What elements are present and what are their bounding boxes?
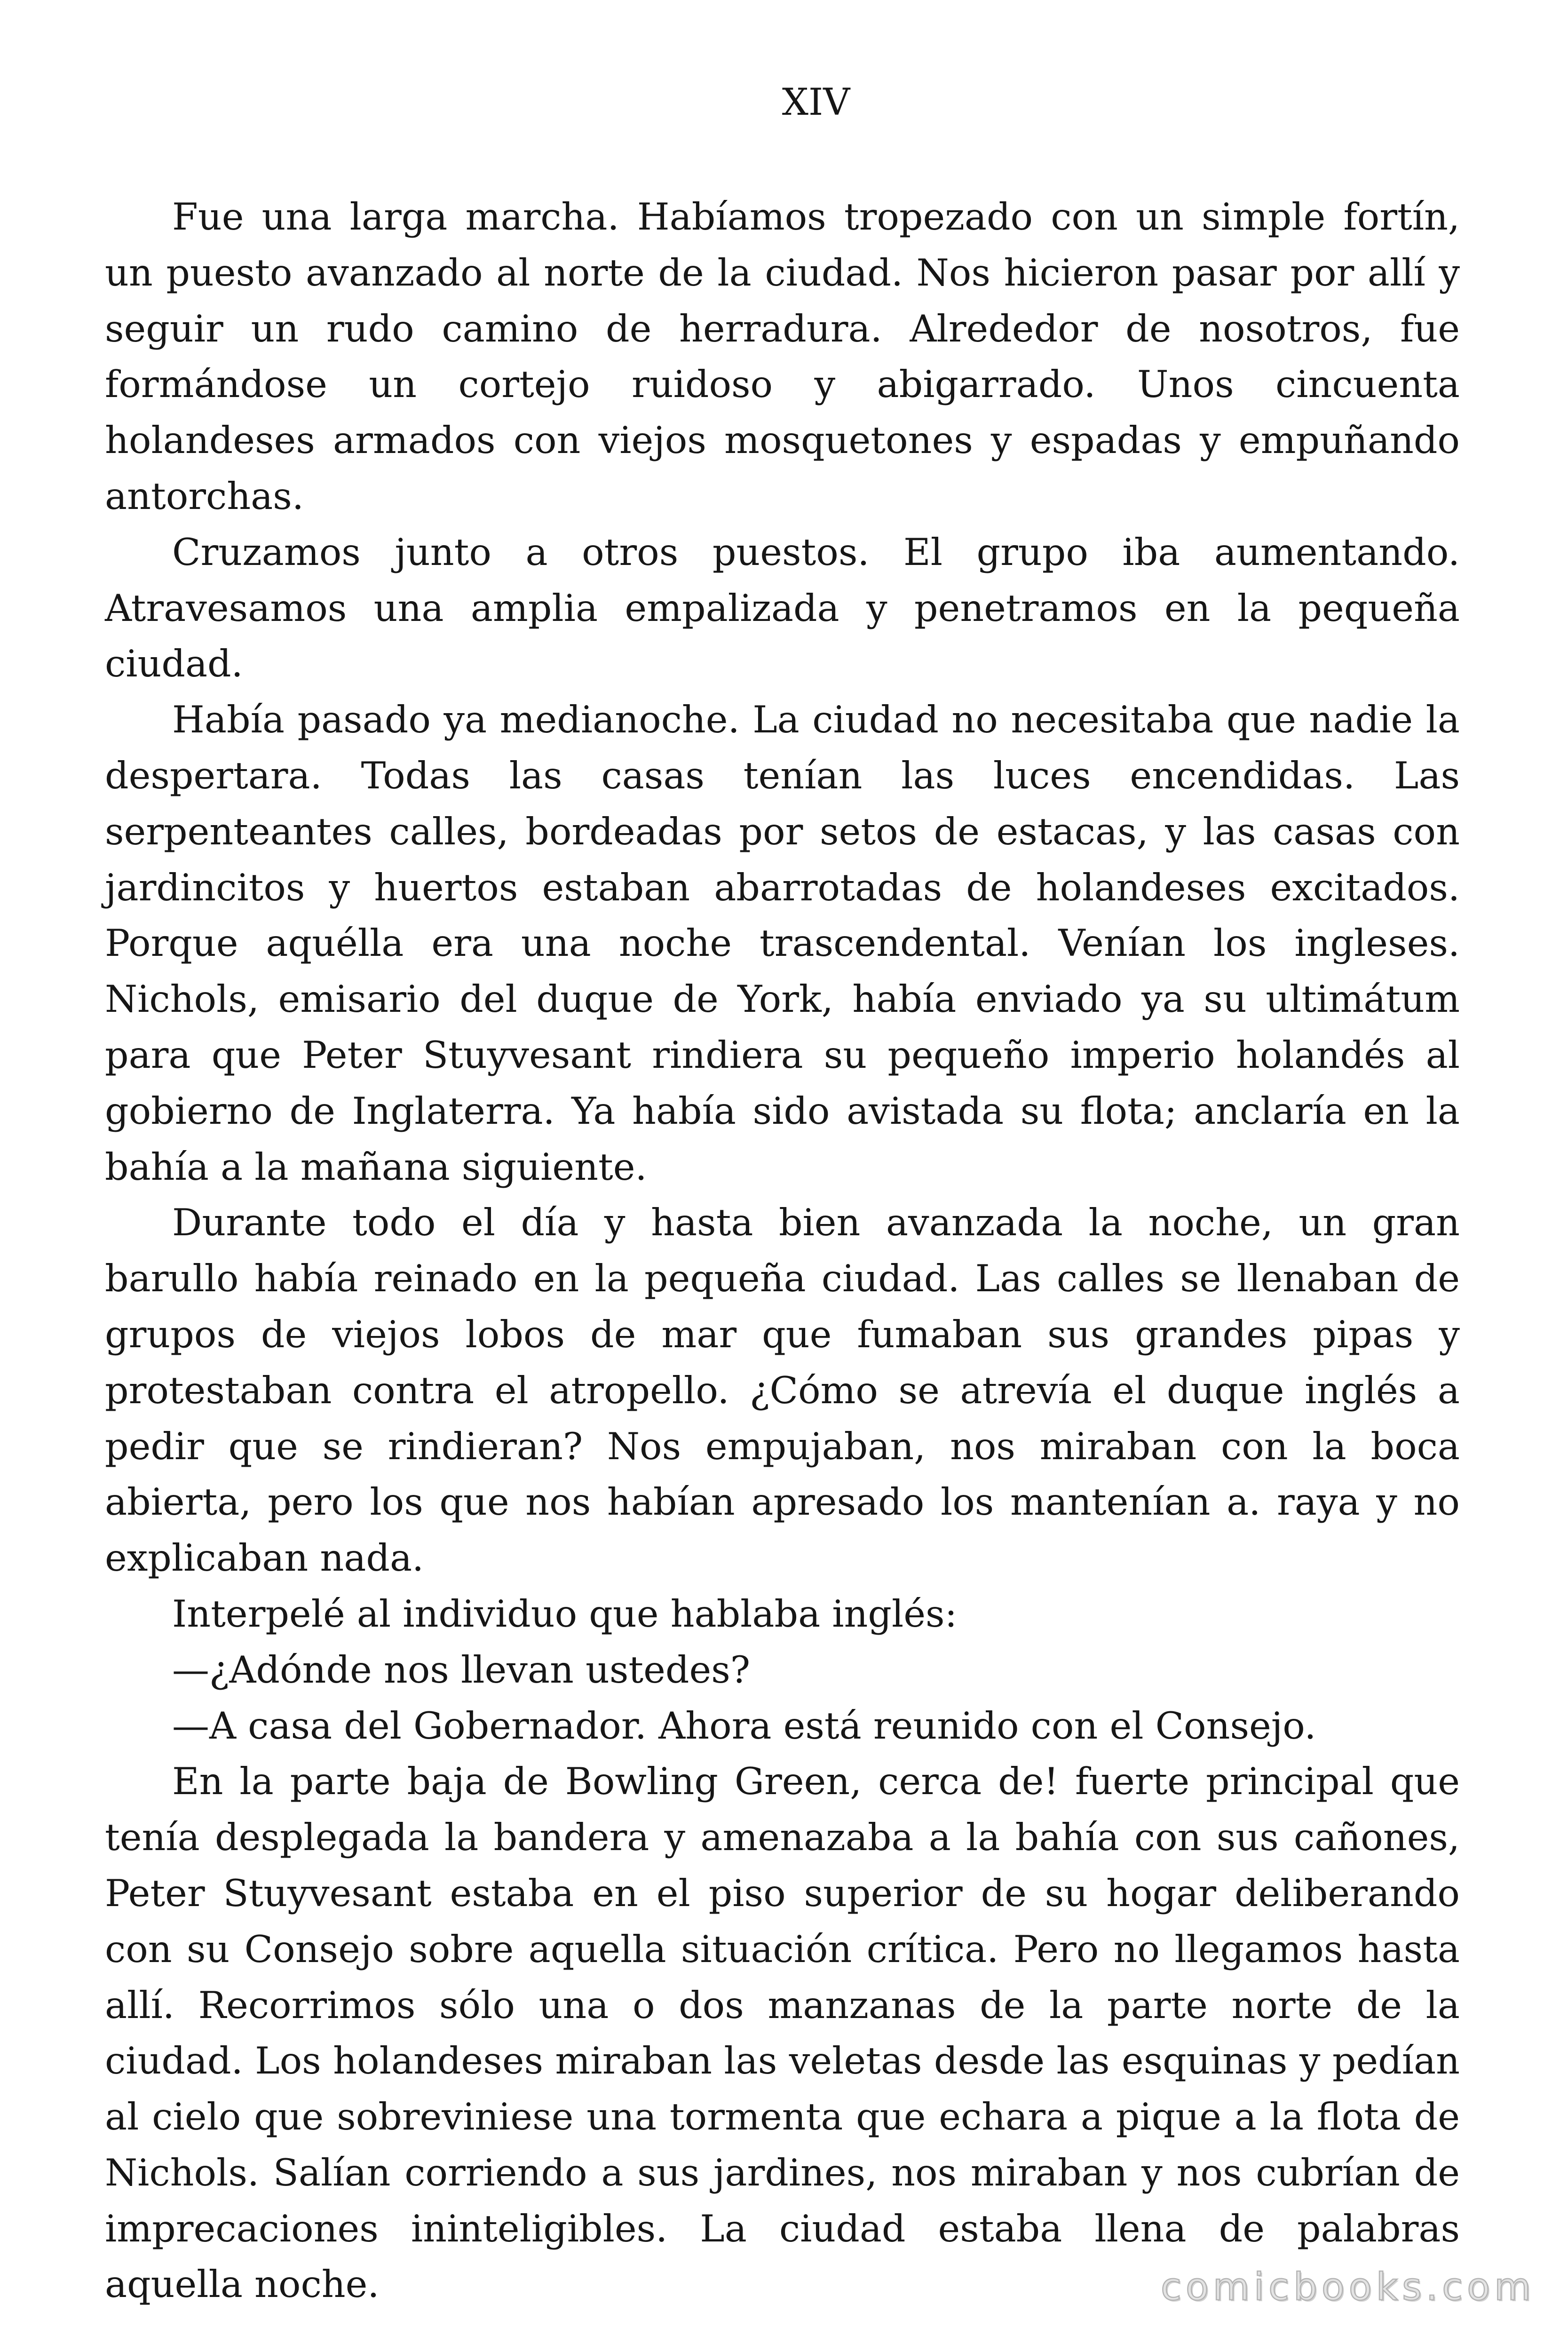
text-line: seguir un rudo camino de herradura. Alrededor de nosotros, fue — [105, 307, 1460, 350]
text-line: Cruzamos junto a otros puestos. El grupo iba aumentando. — [172, 530, 1460, 574]
paragraph — [105, 524, 1460, 692]
text-line: —A casa del Gobernador. Ahora está reunido con el Consejo. — [172, 1704, 1316, 1748]
text-line: tenía desplegada la bandera y amenazaba a la bahía con sus cañones, — [105, 1816, 1460, 1859]
text-line: allí. Recorrimos sólo una o dos manzanas de la parte norte de la — [105, 1983, 1460, 2027]
text-line: Porque aquélla era una noche trascendental. Venían los ingleses. — [105, 922, 1460, 965]
text-line: abierta, pero los que nos habían apresado los mantenían a. raya y no — [105, 1480, 1460, 1524]
text-line: para que Peter Stuyvesant rindiera su pequeño imperio holandés al — [105, 1033, 1460, 1077]
text-line: —¿Adónde nos llevan ustedes? — [172, 1648, 751, 1692]
paragraph — [105, 1586, 1460, 1642]
text-line: Interpelé al individuo que hablaba inglés: — [172, 1592, 958, 1636]
text-line: imprecaciones ininteligibles. La ciudad estaba llena de palabras — [105, 2207, 1460, 2250]
text-line: Nichols, emisario del duque de York, había enviado ya su ultimátum — [105, 977, 1460, 1021]
text-line: barullo había reinado en la pequeña ciudad. Las calles se llenaban de — [105, 1257, 1460, 1301]
watermark: comicbooks.com — [1161, 2265, 1536, 2309]
text-line: Nichols. Salían corriendo a sus jardines, nos miraban y nos cubrían de — [105, 2151, 1460, 2194]
text-line: al cielo que sobreviniese una tormenta que echara a pique a la flota de — [105, 2095, 1460, 2139]
paragraph — [105, 1754, 1460, 2312]
text-line: bahía a la mañana siguiente. — [105, 1145, 647, 1189]
text-line: con su Consejo sobre aquella situación crítica. Pero no llegamos hasta — [105, 1927, 1460, 1971]
body-text — [105, 189, 1460, 2312]
text-line: antorchas. — [105, 474, 304, 518]
chapter-heading: XIV — [782, 80, 850, 124]
text-line: protestaban contra el atropello. ¿Cómo se atrevía el duque inglés a — [105, 1368, 1460, 1412]
text-line: Atravesamos una amplia empalizada y penetramos en la pequeña — [105, 586, 1460, 630]
text-line: formándose un cortejo ruidoso y abigarrado. Unos cincuenta — [105, 363, 1460, 406]
text-line: grupos de viejos lobos de mar que fumaban sus grandes pipas y — [105, 1312, 1460, 1356]
text-line: Peter Stuyvesant estaba en el piso superior de su hogar deliberando — [105, 1871, 1460, 1915]
text-line: pedir que se rindieran? Nos empujaban, nos miraban con la boca — [105, 1424, 1460, 1468]
text-line: holandeses armados con viejos mosquetones y espadas y empuñando — [105, 419, 1460, 462]
text-line: gobierno de Inglaterra. Ya había sido avistada su flota; anclaría en la — [105, 1089, 1460, 1133]
text-line: jardincitos y huertos estaban abarrotadas de holandeses excitados. — [105, 866, 1460, 909]
dialogue-line — [105, 1642, 1460, 1698]
text-line: aquella noche. — [105, 2263, 380, 2306]
text-line: En la parte baja de Bowling Green, cerca de! fuerte principal que — [172, 1760, 1460, 1804]
text-line: Había pasado ya medianoche. La ciudad no necesitaba que nadie la — [172, 698, 1460, 742]
text-line: explicaban nada. — [105, 1536, 424, 1580]
paragraph — [105, 189, 1460, 524]
text-line: Durante todo el día y hasta bien avanzada la noche, un gran — [172, 1201, 1460, 1245]
dialogue-line — [105, 1698, 1460, 1754]
text-line: un puesto avanzado al norte de la ciudad. Nos hicieron pasar por allí y — [105, 251, 1460, 294]
paragraph — [105, 692, 1460, 1195]
paragraph — [105, 1195, 1460, 1586]
text-line: ciudad. Los holandeses miraban las veletas desde las esquinas y pedían — [105, 2039, 1460, 2083]
text-line: Fue una larga marcha. Habíamos tropezado con un simple fortín, — [172, 195, 1460, 238]
text-line: despertara. Todas las casas tenían las luces encendidas. Las — [105, 754, 1460, 797]
text-line: serpenteantes calles, bordeadas por setos de estacas, y las casas con — [105, 810, 1460, 853]
text-line: ciudad. — [105, 642, 243, 686]
